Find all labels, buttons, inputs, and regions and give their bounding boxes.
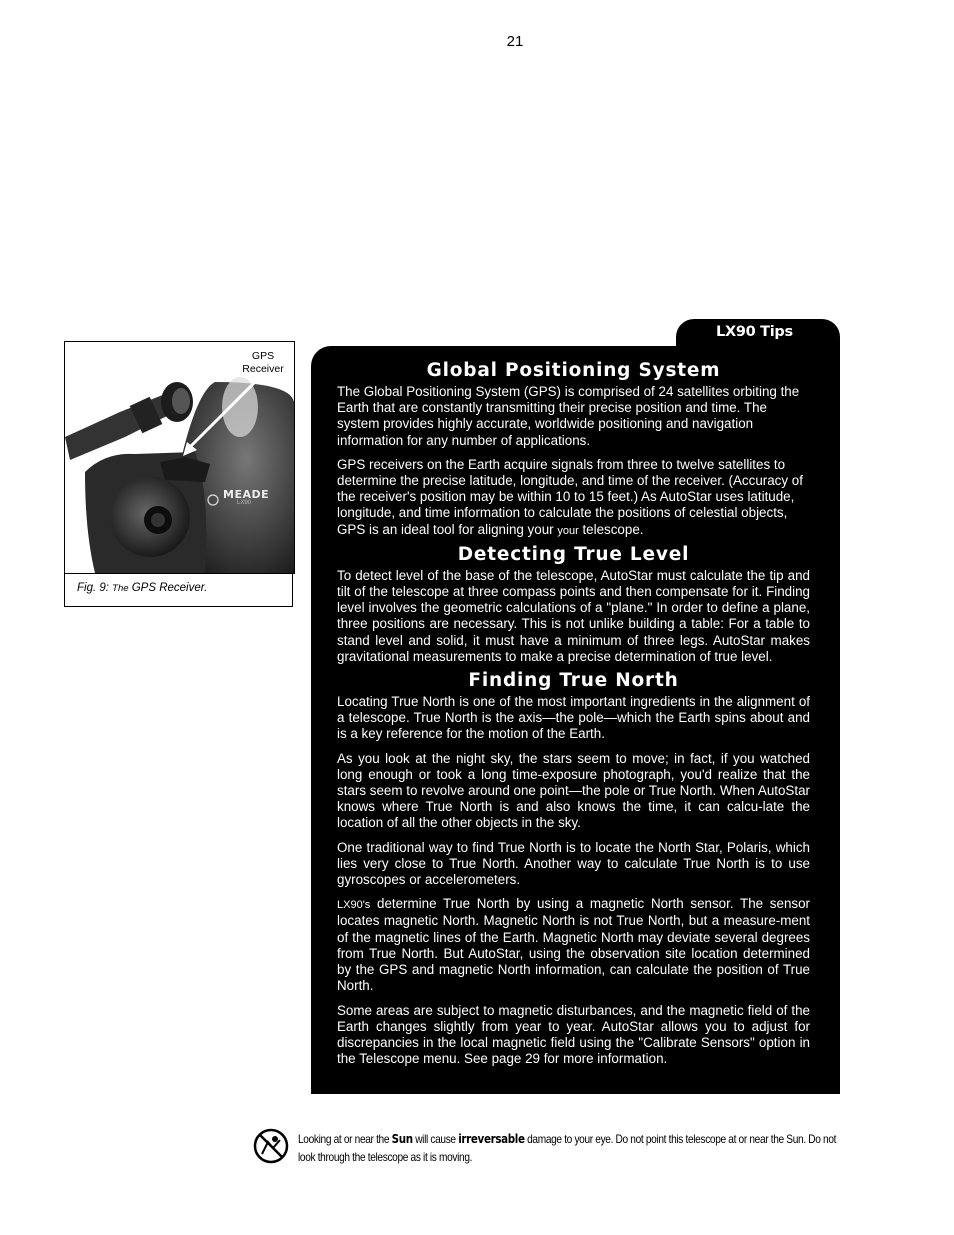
telescope-photo [65,342,294,573]
north-paragraph: Locating True North is one of the most important ingredients in the alignment of a telescope. True North is the axis—the pole—which the Earth spins about and is a key reference for the motion of the Earth. [337,694,810,742]
gps-receiver-label [233,350,293,376]
north-paragraph: As you look at the night sky, the stars seem to move; in fact, if you watched long enough or took a long time-exposure photograph, you'd realize that the stars seem to revolve around one point—the pole or True North. When AutoStar knows where True North is and also knows the time, it can calcu-late the location of all the other objects in the sky. [337,750,810,831]
section-heading-north: Finding True North [468,670,679,692]
sun-warning-text: Looking at or near the Sun will cause irreversable damage to your eye. Do not point this telescope at or near the Sun. Do not look through the telescope as it is moving. [298,1132,837,1164]
north-paragraph: Some areas are subject to magnetic disturbances, and the magnetic field of the Earth changes slightly from year to year. AutoStar allows you to adjust for discrepancies in the local magnetic field using the "Calibrate Sensors" option in the Telescope menu. See page 29 for more information. [337,1002,810,1067]
label-line: Receiver [242,363,284,375]
brand-logo: MEADE [223,488,270,501]
figure-caption: Fig. 9: The GPS Receiver. [64,573,293,607]
page-number: 21 [506,33,524,50]
level-paragraph: To detect level of the base of the telescope, AutoStar must calculate the tip and tilt of the telescope at three compass points and then compensate for it. Finding level involves the geometric calculations of a "plane." In order to define a plane, three positions are necessary. This is not unlike building a table: For a table to stand level and solid, it must have a minimum of three legs. AutoStar makes gravitational measurements to make a precise determination of true level. [337,567,810,664]
tips-tab-label: LX90 Tips [716,324,793,340]
north-paragraph: One traditional way to find True North is to locate the North Star, Polaris, which lies very close to True North. Another way to calculate True North is to use gyroscopes or accelerometers. [337,839,810,888]
model-logo: LX90 [237,500,252,506]
tips-content [337,358,810,1067]
gps-receiver-figure [64,341,295,574]
north-paragraph: LX90's determine True North by using a magnetic North sensor. The sensor locates magnetic North. Magnetic North is not True North, but a measure-ment of the magnetic lines of the Earth. Magnetic North may deviate several degrees from True North. But AutoStar, using the observation site location determined by the GPS and magnetic North information, can calculate the position of True North. [337,896,810,994]
section-heading-level: Detecting True Level [457,543,690,565]
section-heading-gps: Global Positioning System [426,360,721,381]
sun-warning-icon [253,1128,289,1164]
gps-paragraph: GPS receivers on the Earth acquire signals from three to twelve satellites to determine the precise latitude, longitude, and time of the receiver. (Accuracy of the receiver's position may be within 10 to 15 feet.) As AutoStar uses latitude, longitude, and time information to calculate the positions of celestial objects, GPS is an ideal tool for aligning your your telescope. [337,456,803,537]
gps-paragraph: The Global Positioning System (GPS) is comprised of 24 satellites orbiting the Earth that are constantly transmitting their precise position and time. The system provides highly accurate, worldwide positioning and navigation information for any number of applications. [337,384,800,448]
label-line: GPS [251,350,275,362]
